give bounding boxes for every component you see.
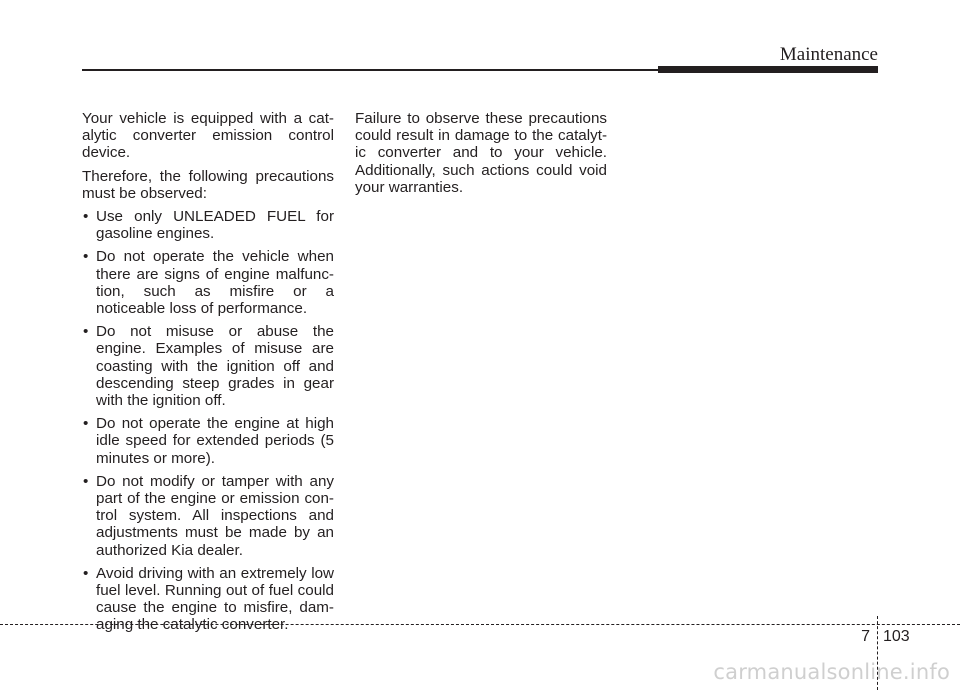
page-number: 103	[883, 628, 910, 645]
list-item: • Do not operate the vehicle when there are signs of engine malfunc-tion, such as misfire or a noticeable loss of performance.	[82, 248, 334, 317]
list-item: • Use only UNLEADED FUEL for gasoline engines.	[82, 208, 334, 242]
list-item: • Do not operate the engine at high idle speed for extended periods (5 minutes or more).	[82, 415, 334, 467]
section-title: Maintenance	[779, 44, 878, 65]
precautions-list	[82, 208, 334, 634]
footer-dashed-rule	[0, 624, 960, 625]
intro-paragraph: Therefore, the following precautions must be observed:	[82, 167, 334, 202]
chapter-number: 7	[861, 628, 870, 645]
list-item: • Do not misuse or abuse the engine. Examples of misuse are coasting with the ignition off and descending steep grades in gear with the ignition off.	[82, 323, 334, 409]
header-rule	[82, 69, 662, 71]
header-rule-bold	[658, 66, 878, 73]
intro-paragraph: Your vehicle is equipped with a cat-alytic converter emission control device.	[82, 110, 334, 162]
left-column	[82, 110, 334, 640]
list-item: • Do not modify or tamper with any part of the engine or emission con-trol system. All inspections and adjustments must be made by an authorized Kia dealer.	[82, 473, 334, 559]
right-column	[355, 110, 607, 202]
warning-paragraph: Failure to observe these precautions could result in damage to the catalyt-ic converter and to your vehicle. Additionally, such actions could void your warranties.	[355, 110, 607, 196]
list-item: • Avoid driving with an extremely low fuel level. Running out of fuel could cause the engine to misfire, dam-aging the catalytic converter.	[82, 565, 334, 634]
watermark: carmanualsonline.info	[713, 660, 950, 684]
